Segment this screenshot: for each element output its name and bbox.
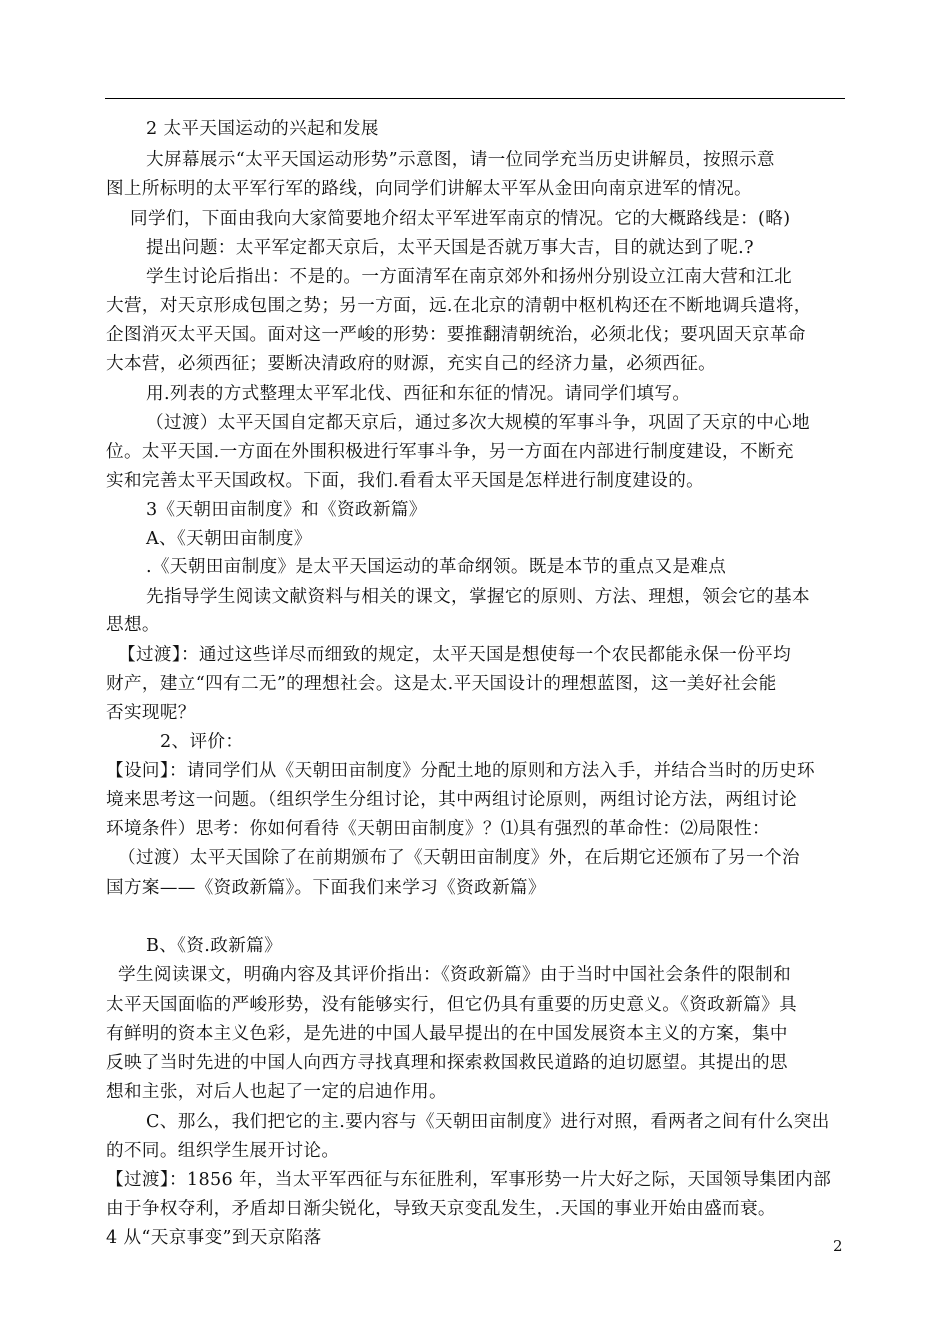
text-line: 大屏幕展示“太平天国运动形势”示意图，请一位同学充当历史讲解员，按照示意 xyxy=(146,150,775,170)
text-line: A、《天朝田亩制度》 xyxy=(146,529,312,549)
text-line: 境来思考这一问题。（组织学生分组讨论，其中两组讨论原则，两组讨论方法，两组讨论 xyxy=(106,790,798,810)
text-line: 大本营，必须西征；要断决清政府的财源，充实自己的经济力量，必须西征。 xyxy=(106,354,717,374)
page-number: 2 xyxy=(833,1237,843,1255)
text-line: （过渡）太平天国自定都天京后，通过多次大规模的军事斗争，巩固了天京的中心地 xyxy=(146,413,810,433)
text-line: 学生讨论后指出：不是的。一方面清军在南京郊外和扬州分别设立江南大营和江北 xyxy=(146,267,792,287)
text-line: 太平天国面临的严峻形势，没有能够实行，但它仍具有重要的历史意义。《资政新篇》具 xyxy=(106,995,798,1015)
text-line: 用.列表的方式整理太平军北伐、西征和东征的情况。请同学们填写。 xyxy=(146,384,691,404)
text-line: C、那么，我们把它的主.要内容与《天朝田亩制度》进行对照，看两者之间有什么突出 xyxy=(146,1112,830,1132)
text-line: 2、评价： xyxy=(160,732,244,752)
text-line: 环境条件）思考：你如何看待《天朝田亩制度》？⑴具有强烈的革命性：⑵局限性： xyxy=(106,819,770,839)
text-line: 【过渡】：通过这些详尽而细致的规定，太平天国是想使每一个农民都能永保一份平均 xyxy=(118,645,792,665)
text-line: 国方案——《资政新篇》。下面我们来学习《资政新篇》 xyxy=(106,878,546,898)
text-line: 思想。 xyxy=(106,615,160,635)
text-line: 位。太平天国.一方面在外围积极进行军事斗争，另一方面在内部进行制度建设，不断充 xyxy=(106,442,794,462)
text-line: 图上所标明的太平军行军的路线，向同学们讲解太平军从金田向南京进军的情况。 xyxy=(106,179,752,199)
text-line: 学生阅读课文，明确内容及其评价指出：《资政新篇》由于当时中国社会条件的限制和 xyxy=(118,965,792,985)
text-line: 先指导学生阅读文献资料与相关的课文，掌握它的原则、方法、理想，领会它的基本 xyxy=(146,587,810,607)
text-line: 由于争权夺利，矛盾却日渐尖锐化，导致天京变乱发生，.天国的事业开始由盛而衰。 xyxy=(106,1199,776,1219)
text-line: 的不同。组织学生展开讨论。 xyxy=(106,1141,340,1161)
header-rule xyxy=(105,98,845,99)
text-line: 【过渡】：1856 年，当太平军西征与东征胜利，军事形势一片大好之际，天国领导集团内部 xyxy=(106,1170,832,1190)
text-line: 4 从“天京事变”到天京陷落 xyxy=(106,1228,322,1248)
text-line: 3《天朝田亩制度》和《资政新篇》 xyxy=(146,500,427,520)
text-line: 2 太平天国运动的兴起和发展 xyxy=(146,119,379,139)
text-line: 【设问】：请同学们从《天朝田亩制度》分配土地的原则和方法入手，并结合当时的历史环 xyxy=(106,761,815,781)
text-line: 大营，对天京形成包围之势；另一方面，远.在北京的清朝中枢机构还在不断地调兵遣将， xyxy=(106,296,812,316)
text-line: 否实现呢？ xyxy=(106,703,196,723)
text-line: 反映了当时先进的中国人向西方寻找真理和探索救国救民道路的迫切愿望。其提出的思 xyxy=(106,1053,788,1073)
text-line: 有鲜明的资本主义色彩，是先进的中国人最早提出的在中国发展资本主义的方案，集中 xyxy=(106,1024,788,1044)
text-line: 提出问题：太平军定都天京后，太平天国是否就万事大吉，目的就达到了呢.? xyxy=(146,238,754,258)
text-line: 想和主张，对后人也起了一定的启迪作用。 xyxy=(106,1082,447,1102)
text-line: B、《资.政新篇》 xyxy=(146,936,283,956)
text-line: 企图消灭太平天国。面对这一严峻的形势：要推翻清朝统治，必须北伐；要巩固天京革命 xyxy=(106,325,806,345)
text-line: .《天朝田亩制度》是太平天国运动的革命纲领。既是本节的重点又是难点 xyxy=(146,557,727,577)
text-line: 实和完善太平天国政权。下面，我们.看看太平天国是怎样进行制度建设的。 xyxy=(106,471,705,491)
text-line: 同学们，下面由我向大家简要地介绍太平军进军南京的情况。它的大概路线是：(略) xyxy=(130,209,791,229)
text-line: 财产，建立“四有二无”的理想社会。这是太.平天国设计的理想蓝图，这一美好社会能 xyxy=(106,674,777,694)
text-line: （过渡）太平天国除了在前期颁布了《天朝田亩制度》外，在后期它还颁布了另一个治 xyxy=(118,848,800,868)
